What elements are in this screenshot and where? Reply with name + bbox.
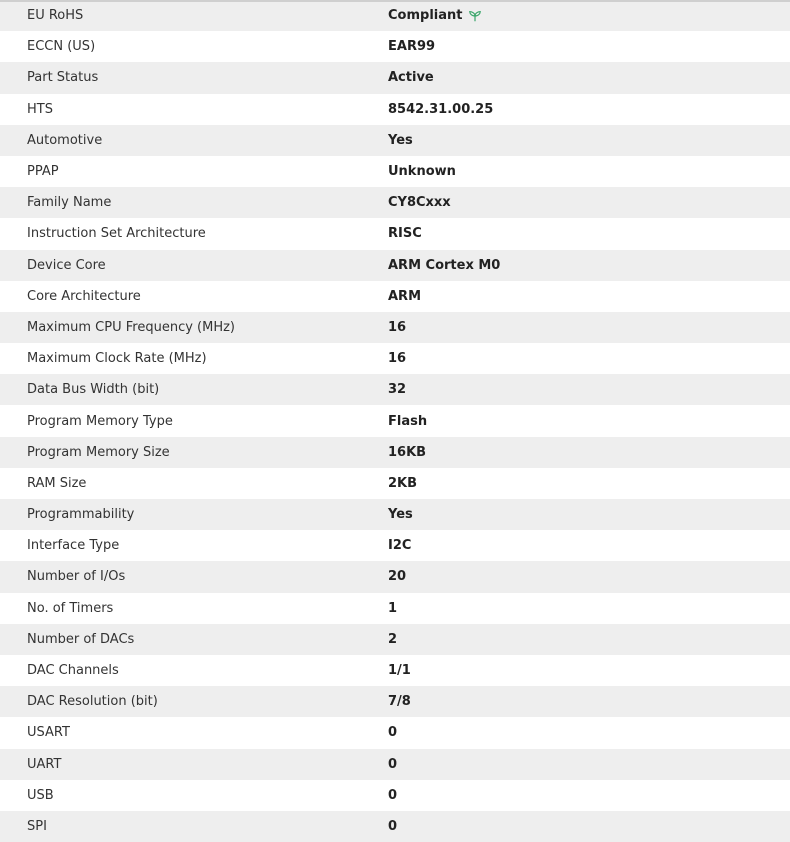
spec-row (0, 468, 790, 499)
spec-value: Flash (388, 413, 428, 429)
spec-label: EU RoHS (27, 8, 84, 24)
spec-label: No. of Timers (27, 600, 114, 616)
spec-label: SPI (27, 818, 47, 834)
leaf-icon (468, 9, 482, 23)
spec-label: DAC Channels (27, 663, 119, 679)
spec-row (0, 811, 790, 842)
spec-label: UART (27, 756, 62, 772)
spec-label: Number of I/Os (27, 569, 126, 585)
spec-label: HTS (27, 101, 53, 117)
spec-label: Maximum Clock Rate (MHz) (27, 351, 207, 367)
spec-row (0, 62, 790, 93)
spec-label: Interface Type (27, 538, 120, 554)
spec-row (0, 31, 790, 62)
spec-value: Unknown (388, 164, 456, 180)
spec-value: 20 (388, 569, 407, 585)
spec-row (0, 94, 790, 125)
spec-value: 8542.31.00.25 (388, 101, 494, 117)
spec-label: DAC Resolution (bit) (27, 694, 158, 710)
spec-row (0, 780, 790, 811)
spec-value: 1 (388, 600, 398, 616)
spec-row (0, 530, 790, 561)
spec-value: Active (388, 70, 434, 86)
spec-row (0, 499, 790, 530)
spec-value: 2KB (388, 475, 418, 491)
spec-label: USART (27, 725, 70, 741)
spec-value: CY8Cxxx (388, 195, 451, 211)
spec-row (0, 218, 790, 249)
spec-label: Maximum CPU Frequency (MHz) (27, 319, 235, 335)
spec-row (0, 374, 790, 405)
spec-row (0, 655, 790, 686)
spec-label: Program Memory Type (27, 413, 173, 429)
spec-row (0, 437, 790, 468)
spec-value: 32 (388, 382, 407, 398)
spec-value: 16 (388, 319, 407, 335)
spec-row (0, 405, 790, 436)
spec-label: Family Name (27, 195, 112, 211)
spec-value: Yes (388, 132, 413, 148)
spec-value (388, 8, 482, 23)
spec-row (0, 624, 790, 655)
spec-row (0, 0, 790, 31)
spec-value: 16 (388, 351, 407, 367)
spec-row (0, 250, 790, 281)
spec-row (0, 343, 790, 374)
spec-label: Program Memory Size (27, 444, 170, 460)
spec-value: 0 (388, 787, 398, 803)
spec-row (0, 749, 790, 780)
spec-value: I2C (388, 538, 412, 554)
spec-label: Number of DACs (27, 631, 135, 647)
spec-label: RAM Size (27, 475, 87, 491)
spec-label: Core Architecture (27, 288, 141, 304)
spec-value: 0 (388, 756, 398, 772)
spec-label: Automotive (27, 132, 103, 148)
spec-label: ECCN (US) (27, 39, 96, 55)
spec-value: EAR99 (388, 39, 436, 55)
spec-value: Yes (388, 507, 413, 523)
spec-value-text: Compliant (388, 8, 463, 24)
spec-label: PPAP (27, 164, 59, 180)
spec-value: 1/1 (388, 663, 411, 679)
spec-label: Data Bus Width (bit) (27, 382, 160, 398)
spec-row (0, 312, 790, 343)
top-divider (0, 0, 790, 2)
spec-row (0, 281, 790, 312)
spec-value: RISC (388, 226, 422, 242)
spec-row (0, 593, 790, 624)
spec-value: 0 (388, 725, 398, 741)
spec-row (0, 187, 790, 218)
spec-value: 16KB (388, 444, 427, 460)
spec-label: Programmability (27, 507, 135, 523)
spec-row (0, 686, 790, 717)
spec-row (0, 561, 790, 592)
spec-row (0, 125, 790, 156)
spec-label: Instruction Set Architecture (27, 226, 206, 242)
spec-row (0, 156, 790, 187)
spec-value: 0 (388, 818, 398, 834)
spec-label: USB (27, 787, 54, 803)
spec-label: Device Core (27, 257, 106, 273)
spec-value: ARM Cortex M0 (388, 257, 501, 273)
spec-row (0, 717, 790, 748)
spec-value: ARM (388, 288, 422, 304)
spec-label: Part Status (27, 70, 99, 86)
spec-value: 7/8 (388, 694, 411, 710)
spec-value: 2 (388, 631, 398, 647)
